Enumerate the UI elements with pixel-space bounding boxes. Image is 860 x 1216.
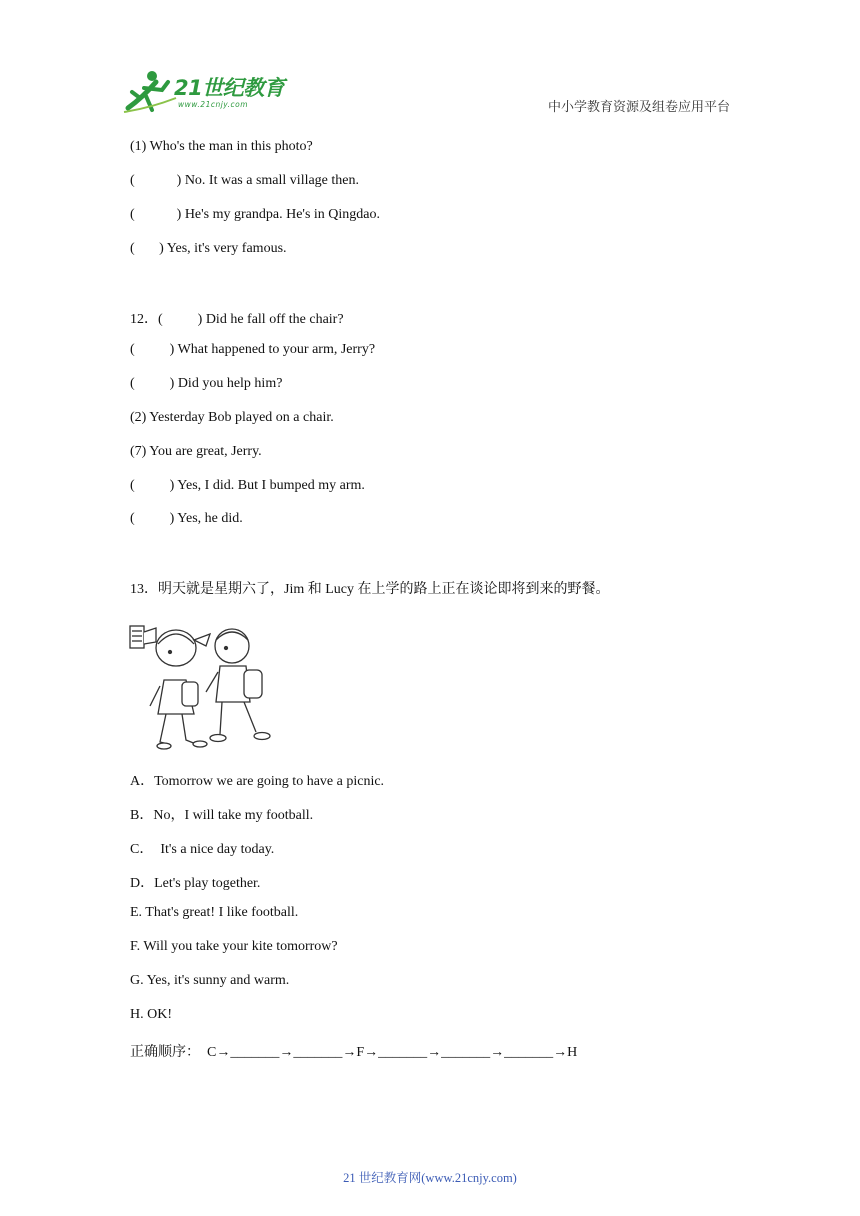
q12-line: ( ) Yes, I did. But I bumped my arm. (130, 478, 365, 493)
q12-title: 12．( ) Did he fall off the chair? (130, 312, 344, 327)
q13-option: D．Let's play together. (130, 876, 261, 891)
q13-option: C． It's a nice day today. (130, 842, 275, 857)
q13-option: B．No，I will take my football. (130, 808, 314, 823)
q13-answer-order: 正确顺序： C→_______→_______→F→_______→_______→_______→H (130, 1045, 578, 1060)
q13-option: G. Yes, it's sunny and warm. (130, 973, 290, 988)
q13-title: 13．明天就是星期六了，Jim 和 Lucy 在上学的路上正在谈论即将到来的野餐。 (130, 582, 610, 597)
children-walking-illustration (128, 622, 278, 763)
q11-line: ( ) No. It was a small village then. (130, 173, 360, 188)
logo-text: 21世纪教育 (174, 76, 285, 100)
q11-line: ( ) Yes, it's very famous. (130, 241, 287, 256)
q13-option: H. OK! (130, 1007, 172, 1022)
logo-url: www.21cnjy.com (178, 100, 249, 109)
q12-line: ( ) Did you help him? (130, 376, 283, 391)
q13-option: F. Will you take your kite tomorrow? (130, 939, 338, 954)
q11-line: ( ) He's my grandpa. He's in Qingdao. (130, 207, 380, 222)
header-platform-text: 中小学教育资源及组卷应用平台 (547, 99, 730, 114)
q11-line: (1) Who's the man in this photo? (130, 139, 313, 154)
q12-line: ( ) What happened to your arm, Jerry? (130, 342, 376, 357)
q12-line: (2) Yesterday Bob played on a chair. (130, 410, 334, 425)
site-logo (122, 68, 292, 116)
q13-option: A．Tomorrow we are going to have a picnic. (130, 774, 385, 789)
q12-line: (7) You are great, Jerry. (130, 444, 262, 459)
q13-option: E. That's great! I like football. (130, 905, 299, 920)
footer-link[interactable]: 21 世纪教育网(www.21cnjy.com) (343, 1171, 517, 1185)
runner-logo-icon (122, 68, 178, 116)
q12-line: ( ) Yes, he did. (130, 511, 243, 526)
